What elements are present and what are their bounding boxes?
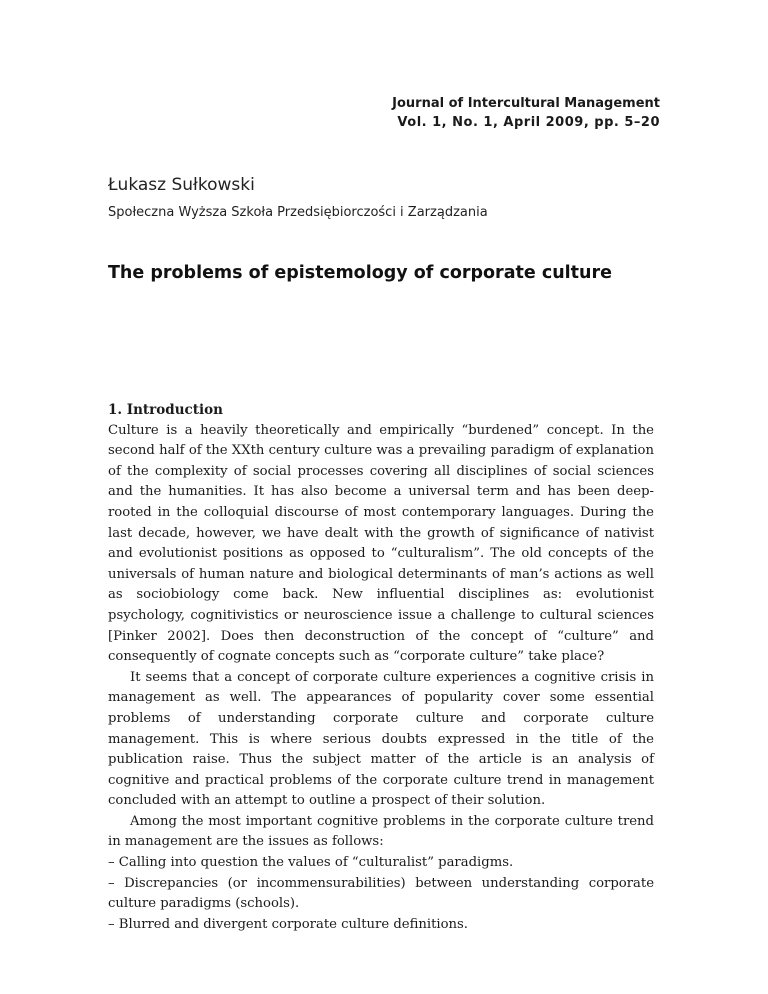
list-item: – Discrepancies (or incommensurabilities) between understanding corporate culture paradigms (schools). — [108, 875, 654, 912]
journal-name: Journal of Intercultural Management — [392, 96, 660, 111]
paragraph: It seems that a concept of corporate culture experiences a cognitive crisis in management as well. The appearances of popularity cover some essential problems of understanding corporate culture and corporate culture management. This is where serious doubts expressed in the title of the publication raise. Thus the subject matter of the article is an analysis of cognitive and practical problems of the corporate culture trend in management concluded with an attempt to outline a prospect of their solution. — [108, 669, 654, 809]
author-affiliation: Społeczna Wyższa Szkoła Przedsiębiorczości i Zarządzania — [108, 205, 488, 220]
volume-info: Vol. 1, No. 1, April 2009, pp. 5–20 — [397, 115, 660, 130]
paragraph: Among the most important cognitive problems in the corporate culture trend in management are the issues as follows: — [108, 813, 654, 850]
section-heading: 1. Introduction — [108, 402, 223, 418]
author-name: Łukasz Sułkowski — [108, 175, 255, 195]
article-body — [108, 400, 654, 935]
journal-header — [392, 94, 660, 132]
list-item: – Blurred and divergent corporate culture definitions. — [108, 916, 468, 932]
list-item: – Calling into question the values of “culturalist” paradigms. — [108, 855, 514, 871]
paragraph: Culture is a heavily theoretically and empirically “burdened” concept. In the second half of the XXth century culture was a prevailing paradigm of explanation of the complexity of social processes covering all disciplines of social sciences and the humanities. It has also become a universal term and has been deep-rooted in the colloquial discourse of most contemporary languages. During the last decade, however, we have dealt with the growth of significance of nativist and evolutionist positions as opposed to “culturalism”. The old concepts of the universals of human nature and biological determinants of man’s actions as well as sociobiology come back. New influential disciplines as: evolutionist psychology, cognitivistics or neuroscience issue a challenge to cultural sciences [Pinker 2002]. Does then deconstruction of the concept of “culture” and consequently of cognate concepts such as “corporate culture” take place? — [108, 422, 654, 665]
article-title: The problems of epistemology of corporate culture — [108, 263, 612, 283]
problem-list — [108, 853, 654, 935]
